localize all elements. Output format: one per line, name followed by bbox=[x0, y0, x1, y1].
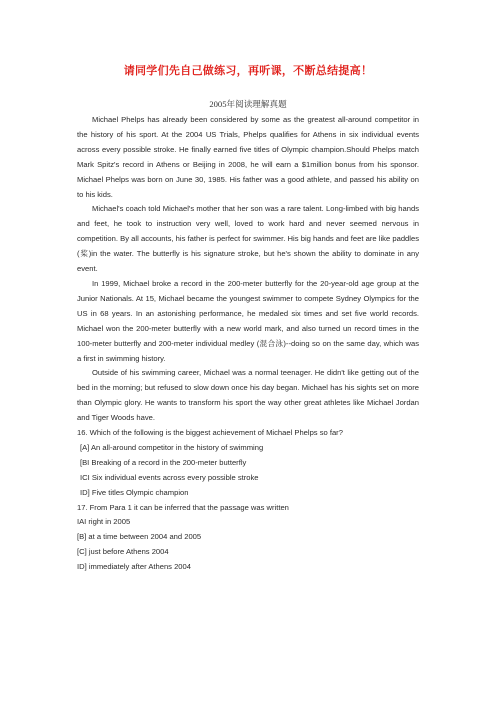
question-16-option-c: ICI Six individual events across every possible stroke bbox=[80, 472, 259, 482]
exam-title: 2005年阅读理解真题 bbox=[209, 99, 287, 109]
question-17-option-d: ID] immediately after Athens 2004 bbox=[77, 562, 191, 572]
article-body bbox=[77, 113, 419, 575]
paragraph-1: Michael Phelps has already been considered by some as the greatest all-around competitor in the history of his sport. At the 2004 US Trials, Phelps qualifies for Athens in six individual events across every possible stroke. He finally earned five titles of Olympic champion.Should Phelps match Mark Spitz's record in Athens or Beijing in 2008, he will earn a $1million bonus from his sponsor. Michael Phelps was born on June 30, 1985. His father was a good athlete, and passed his ability on to his kids. bbox=[77, 115, 419, 199]
question-16-option-b: [BI Breaking of a record in the 200-meter butterfly bbox=[80, 457, 247, 467]
question-17-option-c: [C] just before Athens 2004 bbox=[77, 547, 169, 557]
paragraph-2: Michael's coach told Michael's mother that her son was a rare talent. Long-limbed with big hands and feet, he took to instruction very well, loved to work hard and never seemed nervous in competition. By all accounts, his father is perfect for swimmer. His big hands and feet are like paddles (桨)in the water. The butterfly is his signature stroke, but he's shown the ability to dominate in any event. bbox=[77, 204, 419, 274]
paragraph-4: Outside of his swimming career, Michael was a normal teenager. He didn't like getting out of the bed in the morning; but refused to slow down once his day began. Michael has his sights set on more than Olympic glory. He wants to transform his sport the way other great athletes like Michael Jordan and Tiger Woods have. bbox=[77, 368, 419, 423]
question-17-option-b: [B] at a time between 2004 and 2005 bbox=[77, 532, 202, 542]
question-16-option-a: [A] An all-around competitor in the history of swimming bbox=[80, 442, 264, 452]
question-16-stem: 16. Which of the following is the biggest achievement of Michael Phelps so far? bbox=[77, 428, 343, 438]
question-17-stem: 17. From Para 1 it can be inferred that the passage was written bbox=[77, 502, 289, 512]
question-17-option-a: IAI right in 2005 bbox=[77, 517, 131, 527]
motto-banner: 请同学们先自己做练习，再听课，不断总结提高！ bbox=[123, 64, 373, 77]
paragraph-3: In 1999, Michael broke a record in the 200-meter butterfly for the 20-year-old age group at the Junior Nationals. At 15, Michael became the youngest swimmer to compete Sydney Olympics for the US in 68 years. In an astonishing performance, he medaled six times and set five world records. Michael won the 200-meter butterfly with a new world mark, and also turned un record times in the 100-meter butterfly and 200-meter individual medley (混合泳)--doing so on the same day, which was a first in swimming history. bbox=[77, 278, 419, 363]
question-16-option-d: ID] Five titles Olympic champion bbox=[80, 487, 189, 497]
